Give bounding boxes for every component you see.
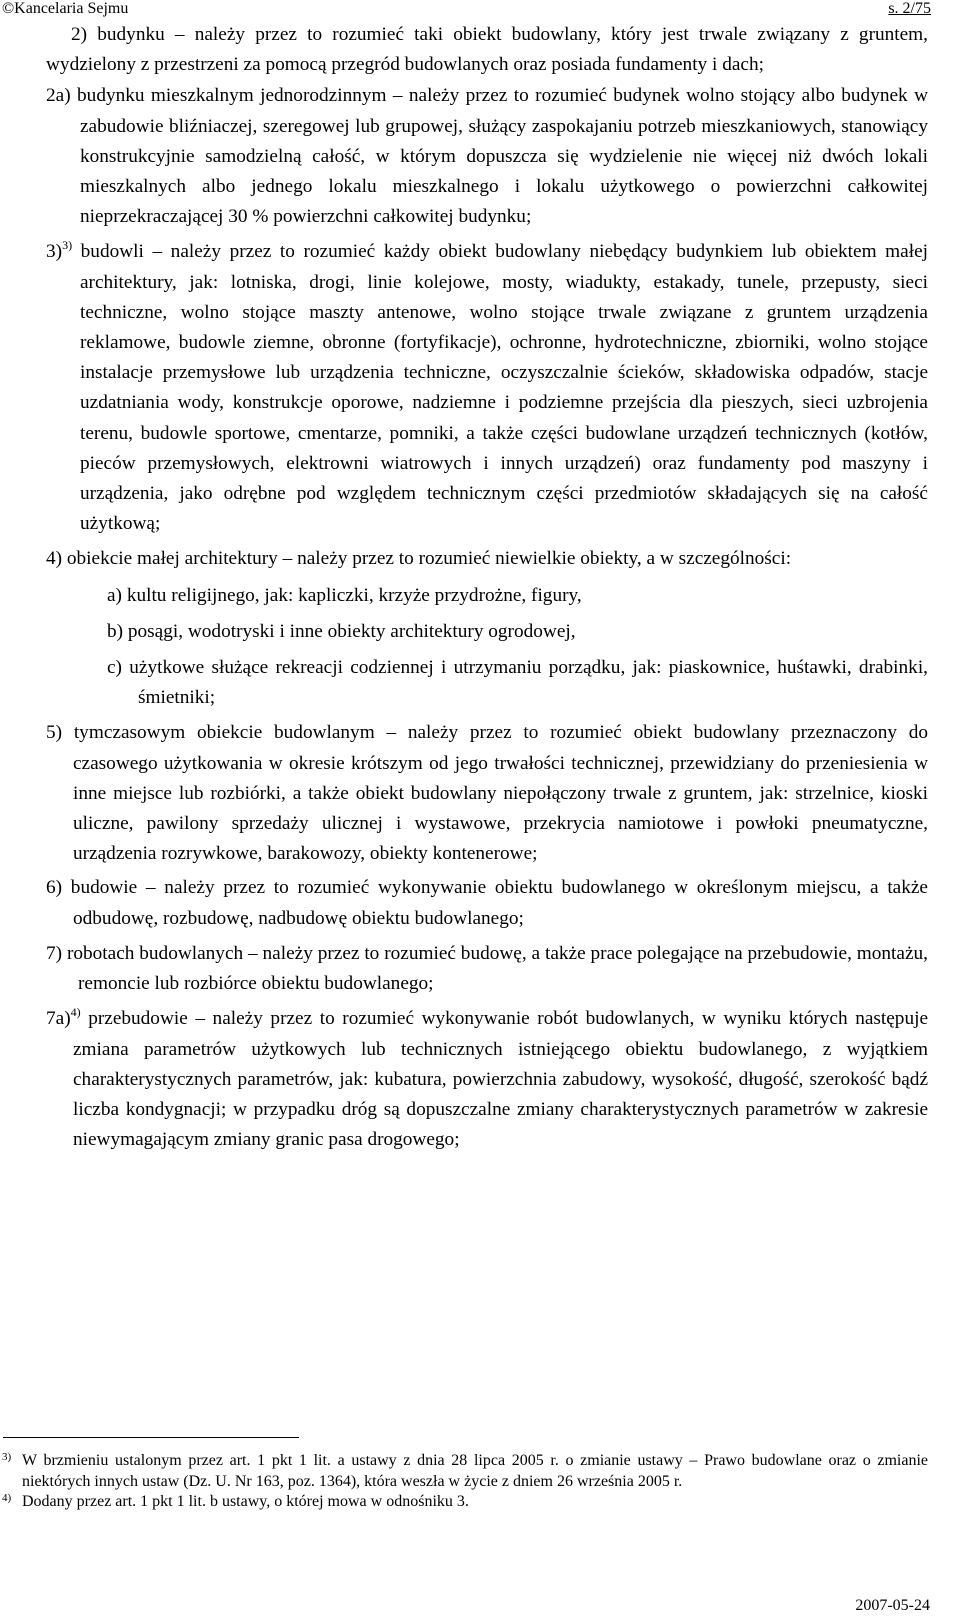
footnote-ref-3[interactable]: 3) <box>62 238 73 253</box>
sub-item-label: a) <box>107 584 122 606</box>
list-item-label: 7) <box>46 942 63 964</box>
footnote-number: 3) <box>2 1451 12 1463</box>
sub-item-text: c) użytkowe służące rekreacji codziennej i utrzymaniu porządku, jak: piaskownice, huśtawki, drabinki, śmietniki; <box>107 657 928 709</box>
footnote-divider <box>3 1437 299 1438</box>
footnote-4 <box>0 1492 928 1513</box>
copyright-label: ©Kancelaria Sejmu <box>2 0 129 17</box>
list-item-2 <box>0 20 928 80</box>
sub-item-a <box>0 581 928 611</box>
list-item-text: 6) budowie – należy przez to rozumieć wykonywanie obiektu budowlanego w określonym miejscu, a także odbudowę, rozbudowę, nadbudowę obiektu budowlanego; <box>46 877 928 929</box>
list-item-4 <box>0 544 928 574</box>
document-body <box>0 20 928 1155</box>
list-item-label: 2) <box>71 24 88 45</box>
list-item-text: 5) tymczasowym obiekcie budowlanym – należy przez to rozumieć obiekt budowlany przeznaczony do czasowego użytkowania w okresie krótszym od jego trwałości technicznej, przewidziany do przeniesienia w inne miejsce lub rozbiórki, a także obiekt budowlany niepołączony trwale z gruntem, jak: strzelnice, kioski uliczne, pawilony sprzedaży ulicznej i wystawowe, przekrycia namiotowe i powłoki pneumatyczne, urządzenia rozrywkowe, barakowozy, obiekty kontenerowe; <box>46 722 929 865</box>
list-item-label: 3) <box>46 241 63 263</box>
list-item-6 <box>0 873 928 933</box>
list-item-3 <box>0 237 928 539</box>
list-item-2a <box>0 81 928 232</box>
sub-item-label: c) <box>107 657 122 679</box>
list-item-7 <box>0 939 928 999</box>
document-date: 2007-05-24 <box>855 1597 930 1614</box>
list-item-text: 7a)$^{4)}$ przebudowie – należy przez to rozumieć wykonywanie robót budowlanych, w wyniku których następuje zmiana parametrów użytkowych lub technicznych istniejącego obiektu budowlanego, z wyjątkiem charakterystycznych parametrów, jak: kubatura, powierzchnia zabudowy, wysokość, długość, szerokość bądź liczba kondygnacji; w przypadku dróg są dopuszczalne zmiany charakterystycznych parametrów w zakresie niewymagającym zmiany granic pasa drogowego; <box>46 1005 929 1151</box>
list-item-5 <box>0 718 928 869</box>
list-item-label: 5) <box>46 722 63 744</box>
footnote-text: Dodany przez art. 1 pkt 1 lit. b ustawy, o której mowa w odnośniku 3. <box>22 1493 469 1510</box>
list-item-label: 2a) <box>46 85 71 107</box>
list-item-label: 6) <box>46 877 63 899</box>
list-item-text: 4) obiekcie małej architektury – należy przez to rozumieć niewielkie obiekty, a w szczególności: <box>46 548 792 570</box>
list-item-text: 3)$^{3)}$ budowli – należy przez to rozumieć każdy obiekt budowlany niebędący budynkiem lub obiektem małej architektury, jak: lotniska, drogi, linie kolejowe, mosty, wiadukty, estakady, tunele, przepusty, sieci techniczne, wolno stojące maszty antenowe, wolno stojące trwale związane z gruntem urządzenia reklamowe, budowle ziemne, obronne (fortyfikacje), ochronne, hydrotechniczne, zbiorniki, wolno stojące instalacje przemysłowe lub urządzenia techniczne, oczyszczalnie ścieków, składowiska odpadów, stacje uzdatniania wody, konstrukcje oporowe, nadziemne i podziemne przejścia dla pieszych, sieci uzbrojenia terenu, budowle sportowe, cmentarze, pomniki, a także części budowlane urządzeń technicznych (kotłów, pieców przemysłowych, elektrowni wiatrowych i innych urządzeń) oraz fundamenty pod maszyny i urządzenia, jako odrębne pod względem technicznym części przedmiotów składających się na całość użytkową; <box>46 238 928 535</box>
page-number-link[interactable]: s. 2/75 <box>888 0 931 17</box>
footnote-text: W brzmieniu ustalonym przez art. 1 pkt 1 lit. a ustawy z dnia 28 lipca 2005 r. o zmianie ustawy – Prawo budowlane oraz o zmianie niektórych innych ustaw (Dz. U. Nr 163, poz. 1364), która weszła w życie z dniem 26 września 2005 r. <box>22 1452 928 1490</box>
list-item-label: 7a) <box>46 1008 71 1030</box>
sub-item-c <box>0 653 928 713</box>
list-item-label: 4) <box>46 548 63 570</box>
sub-item-text: a) kultu religijnego, jak: kapliczki, krzyże przydrożne, figury, <box>107 584 582 606</box>
sub-item-b <box>0 617 928 647</box>
footnotes <box>0 1451 928 1513</box>
footnote-number: 4) <box>2 1492 12 1504</box>
list-item-text: 2) budynku – należy przez to rozumieć taki obiekt budowlany, który jest trwale związany z gruntem, wydzielony z przestrzeni za pomocą przegród budowlanych oraz posiada fundamenty i dach; <box>46 24 928 76</box>
list-item-text: 2a) budynku mieszkalnym jednorodzinnym – należy przez to rozumieć budynek wolno stojący albo budynek w zabudowie bliźniaczej, szeregowej lub grupowej, służący zaspokajaniu potrzeb mieszkaniowych, stanowiący konstrukcyjnie samodzielną całość, w którym dopuszcza się wydzielenie nie więcej niż dwóch lokali mieszkalnych albo jednego lokalu mieszkalnego i lokalu użytkowego o powierzchni całkowitej nieprzekraczającej 30 % powierzchni całkowitej budynku; <box>46 85 928 228</box>
sub-item-text: b) posągi, wodotryski i inne obiekty architektury ogrodowej, <box>107 620 576 642</box>
list-item-7a <box>0 1004 928 1155</box>
footnote-3 <box>0 1451 928 1492</box>
sub-item-label: b) <box>107 620 124 642</box>
list-item-text: 7) robotach budowlanych – należy przez to rozumieć budowę, a także prace polegające na przebudowie, montażu, remoncie lub rozbiórce obiektu budowlanego; <box>46 942 928 995</box>
footnote-ref-4[interactable]: 4) <box>70 1005 81 1020</box>
page-number[interactable] <box>888 0 931 18</box>
